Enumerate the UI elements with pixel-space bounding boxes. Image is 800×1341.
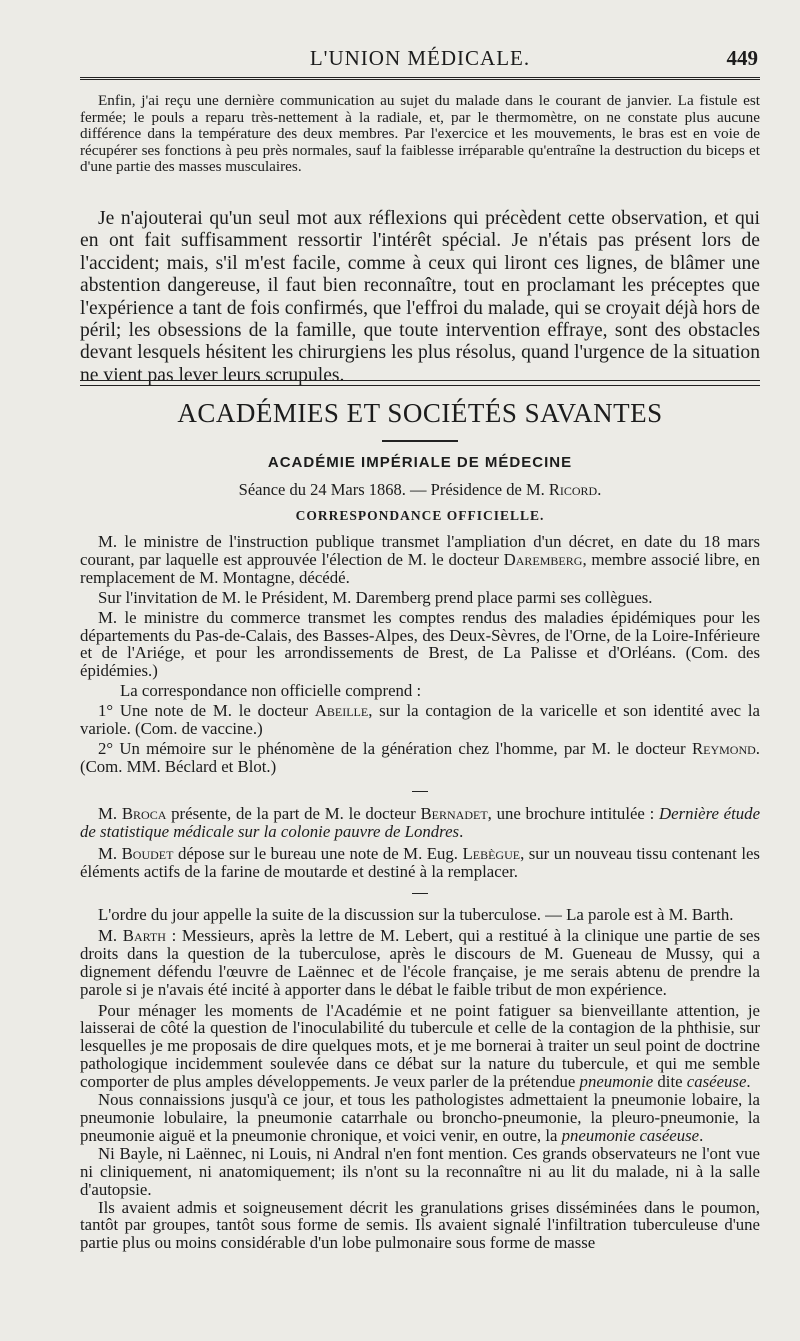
academy-heading: ACADÉMIE IMPÉRIALE DE MÉDECINE: [267, 454, 573, 471]
text-run: , sur un nouveau tissu contenant les éléments actifs de la farine de moutarde et destiné à la remplacer.: [80, 843, 760, 881]
person-name: Reymond: [691, 738, 756, 758]
text-run: .: [746, 1072, 751, 1092]
text-run: . (Com. MM. Béclard et Blot.): [80, 738, 760, 776]
text-run: 2° Un mémoire sur le phénomène de la génération chez l'homme, par M. le docteur: [98, 738, 686, 758]
paragraph-barth: [80, 927, 760, 999]
header-rule: [80, 77, 760, 83]
section-separator: [80, 380, 760, 386]
paragraph-avaient: Ils avaient admis et soigneusement décrit les granulations grises disséminées dans le poumon, tantôt par groupes, tantôt sous forme de semis. Ils avaient signalé l'infiltration tuberculeuse d'une partie plus ou moins considérable d'un lobe pulmonaire sous forme de masse: [80, 1197, 760, 1253]
text-run: , une brochure intitulée :: [487, 804, 655, 823]
text-run: M.: [98, 804, 118, 823]
reflection-paragraph: Je n'ajouterai qu'un seul mot aux réflexions qui précèdent cette observation, et qui en ont fait suffisamment ressortir l'intérêt spécial. Je n'étais pas présent lors de l'accident; mais, s'il m'est facile, comme à ceux qui liront ces lignes, de blâmer une abstention dangereuse, il faut bien reconnaître, tout en proclamant les préceptes que l'expérience a tant de fois confirmés, que l'effroi du malade, qui se croyait déjà hors de péril; les obsessions de la famille, que toute intervention effraye, sont des obstacles devant lesquels hésitent les chirurgiens les plus résolus, quand l'urgence de la situation ne vient pas lever leurs scrupules.: [80, 208, 760, 386]
person-name: Barth: [122, 925, 166, 945]
page-number: 449: [726, 46, 758, 70]
paragraph-ministre-instruction: [80, 533, 760, 587]
text-run: dépose sur le bureau une note de M. Eug.: [177, 843, 459, 863]
paragraph-broca: [80, 805, 760, 841]
person-name: Daremberg: [503, 549, 583, 569]
person-name: Bernadet: [420, 804, 488, 823]
paragraph-item-2: [80, 740, 760, 776]
correspondence-heading: CORRESPONDANCE OFFICIELLE.: [295, 508, 545, 523]
text-run: .: [459, 821, 464, 841]
italic-term: caséeuse: [686, 1072, 747, 1092]
text-run: dite: [657, 1072, 683, 1092]
text-run: 1° Une note de M. le docteur: [98, 701, 308, 721]
section-title: ACADÉMIES ET SOCIÉTÉS SAVANTES: [177, 398, 663, 428]
italic-term: pneumonie caséeuse: [561, 1125, 700, 1145]
paragraph-bayle: Ni Bayle, ni Laënnec, ni Louis, ni Andral n'en font mention. Ces grands observateurs ne l'ont vue ni cliniquement, ni anatomiquement; ils n'ont su la reconnaître ni au lit du malade, ni à la salle d'autopsie.: [80, 1143, 760, 1199]
correspondence-block: [80, 533, 760, 776]
person-name: Boudet: [121, 843, 174, 863]
person-name: Abeille: [314, 701, 369, 721]
person-name: Broca: [121, 804, 167, 823]
brochure-title: Dernière étude de statistique médicale sur la colonie pauvre de Londres: [80, 804, 761, 841]
paragraph-ministre-commerce: M. le ministre du commerce transmet les comptes rendus des maladies épidémiques pour les départements du Pas-de-Calais, des Basses-Alpes, des Deux-Sèvres, de l'Orne, de la Loire-Inférieure et de l'Ariége, et pour les arrondissements de Brest, de La Palisse et d'Orléans. (Com. des épidémies.): [80, 607, 760, 681]
text-run: Nous connaissions jusqu'à ce jour, et tous les pathologistes admettaient la pneumonie lobaire, la pneumonie lobulaire, la pneumonie catarrhale ou broncho-pneumonie, la pleuro-pneumonie, la pneumonie aiguë et la pneumonie chronique, et voici venir, en outre, la: [80, 1090, 760, 1145]
reflection-paragraph-block: [80, 208, 760, 387]
seance-president: Ricord: [548, 480, 598, 499]
text-run: Pour ménager les moments de l'Académie et ne point fatiguer sa bienveillante attention, je laisserai de côté la question de l'inoculabilité du tubercule et celle de la contagion de la phthisie, sur lesquelles je me proposais de dire quelques mots, et je me bornerai à traiter un seul point de doctrine pathologique incidemment soulevée dans ce débat sur la nature du tubercule, et qui me semble comporter de plus amples développements. Je veux parler de la prétendue: [80, 1000, 760, 1092]
text-run: présente, de la part de M. le docteur: [171, 804, 416, 823]
paragraph-non-officielle: La correspondance non officielle comprend :: [120, 681, 422, 701]
text-run: M.: [98, 925, 118, 945]
dash-divider: [412, 893, 428, 894]
title-underline: [382, 440, 458, 442]
text-run: .: [699, 1125, 704, 1145]
text-run: , sur la contagion de la varicelle et son identité avec la variole. (Com. de vaccine.): [80, 701, 760, 739]
paragraph-boudet: [80, 845, 760, 881]
running-header: [80, 44, 760, 74]
person-name: Lebègue: [462, 843, 521, 863]
italic-term: pneumonie: [579, 1072, 654, 1092]
intro-paragraph-block: [80, 93, 760, 176]
paragraph-menager: [80, 1002, 760, 1092]
text-run: : Messieurs, après la lettre de M. Lebert, qui a restitué à la clinique une partie de ses droits dans la question de la tuberculose, après le discours de M. Gueneau de Mussy, qui a dignement défendu l'œuvre de Laënnec et de l'école française, je me serais abtenu de prendre la parole si je n'avais été incité à apporter dans le débat le faible tribut de mon expérience.: [80, 925, 761, 999]
seance-text: Séance du 24 Mars 1868. — Présidence de M.: [238, 480, 545, 499]
paragraph-item-1: [80, 702, 760, 738]
intro-paragraph: Enfin, j'ai reçu une dernière communication au sujet du malade dans le courant de janvier. La fistule est fermée; le pouls a reparu très-nettement à la radiale, et, par le thermomètre, on ne constate plus aucune différence dans la température des deux membres. Par l'exercice et les mouvements, le bras est en voie de récupérer ses fonctions à peu près normales, sauf la faiblesse irréparable qu'entraîne la destruction du biceps et d'une partie des masses musculaires.: [80, 92, 760, 176]
journal-title: L'UNION MÉDICALE.: [309, 46, 531, 70]
text-run: M. le ministre de l'instruction publique transmet l'ampliation d'un décret, en date du 18 mars courant, par laquelle est approuvée l'élection de M. le docteur: [80, 532, 760, 569]
text-run: , membre associé libre, en remplacement de M. Montagne, décédé.: [80, 549, 760, 587]
text-run: M.: [98, 843, 118, 863]
paragraph-connaissions: [80, 1091, 760, 1145]
seance-end: .: [597, 480, 602, 499]
seance-line: [80, 480, 760, 500]
presentations-block: [80, 805, 760, 881]
paragraph-ordre-du-jour: L'ordre du jour appelle la suite de la discussion sur la tuberculose. — La parole est à M. Barth.: [98, 905, 734, 924]
dash-divider: [412, 791, 428, 792]
paragraph-invitation: Sur l'invitation de M. le Président, M. Daremberg prend place parmi ses collègues.: [98, 587, 653, 607]
discussion-block: [80, 906, 760, 1252]
